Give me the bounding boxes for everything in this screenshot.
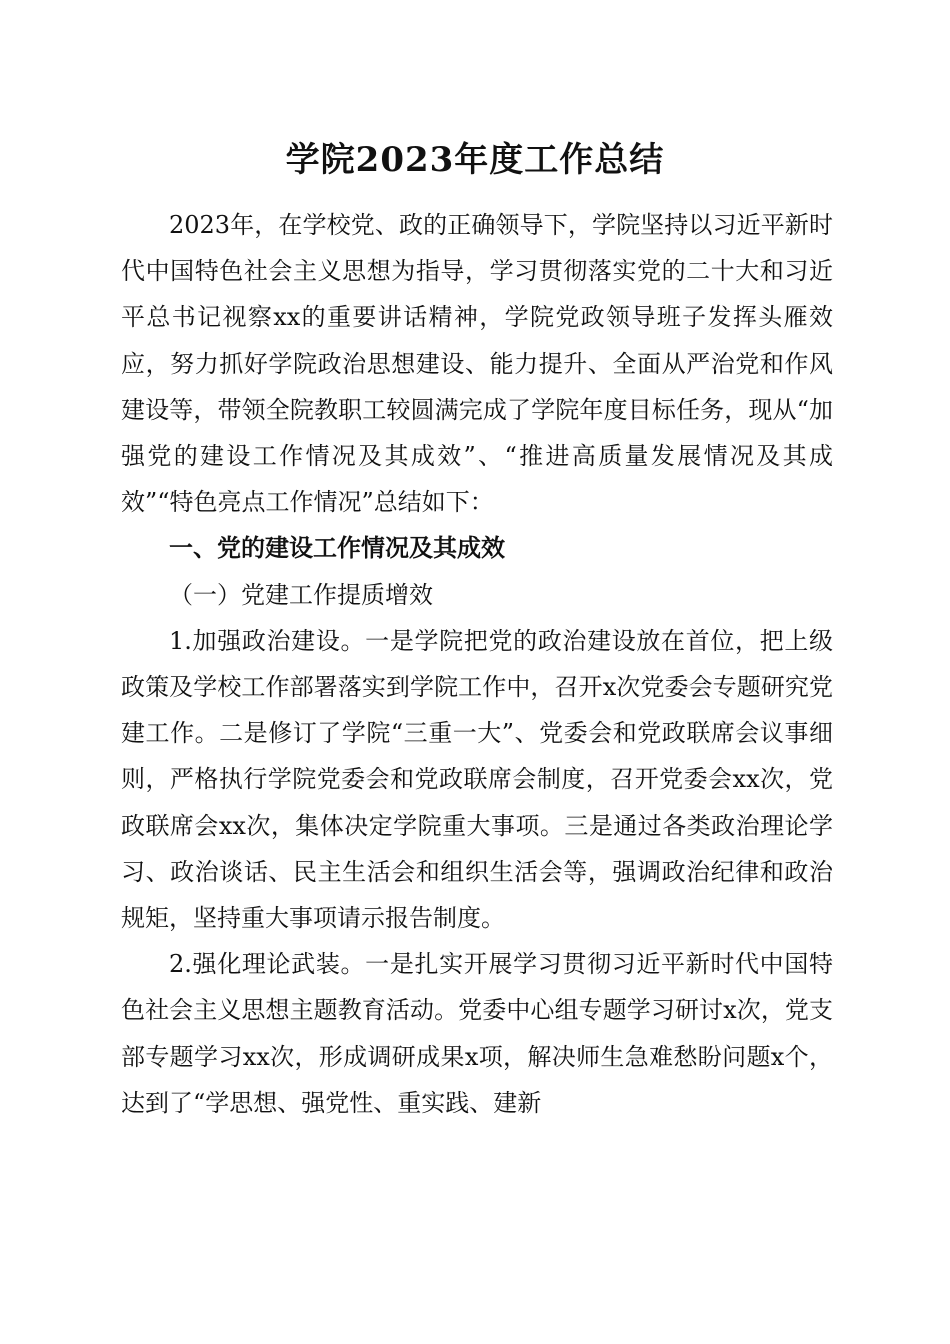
document-body xyxy=(121,202,833,1126)
subsection-heading-quality: （一）党建工作提质增效 xyxy=(169,580,433,609)
document-title: 学院2023年度工作总结 xyxy=(285,140,665,180)
section-heading-party-building: 一、党的建设工作情况及其成效 xyxy=(169,534,505,563)
intro-paragraph: 2023年，在学校党、政的正确领导下，学院坚持以习近平新时代中国特色社会主义思想为指导，学习贯彻落实党的二十大和习近平总书记视察xx的重要讲话精神，学院党政领导班子发挥头雁效应，努力抓好学院政治思想建设、能力提升、全面从严治党和作风建设等，带领全院教职工较圆满完成了学院年度目标任务，现从“加强党的建设工作情况及其成效”、“推进高质量发展情况及其成效”“特色亮点工作情况”总结如下： xyxy=(121,211,833,517)
paragraph-political-construction: 1.加强政治建设。一是学院把党的政治建设放在首位，把上级政策及学校工作部署落实到学院工作中，召开x次党委会专题研究党建工作。二是修订了学院“三重一大”、党委会和党政联席会议事细则，严格执行学院党委会和党政联席会制度，召开党委会xx次，党政联席会xx次，集体决定学院重大事项。三是通过各类政治理论学习、政治谈话、民主生活会和组织生活会等，强调政治纪律和政治规矩，坚持重大事项请示报告制度。 xyxy=(121,626,833,933)
paragraph-theory-study: 2.强化理论武装。一是扎实开展学习贯彻习近平新时代中国特色社会主义思想主题教育活动。党委中心组专题学习研讨x次，党支部专题学习xx次，形成调研成果x项，解决师生急难愁盼问题x个，达到了“学思想、强党性、重实践、建新 xyxy=(121,950,833,1117)
